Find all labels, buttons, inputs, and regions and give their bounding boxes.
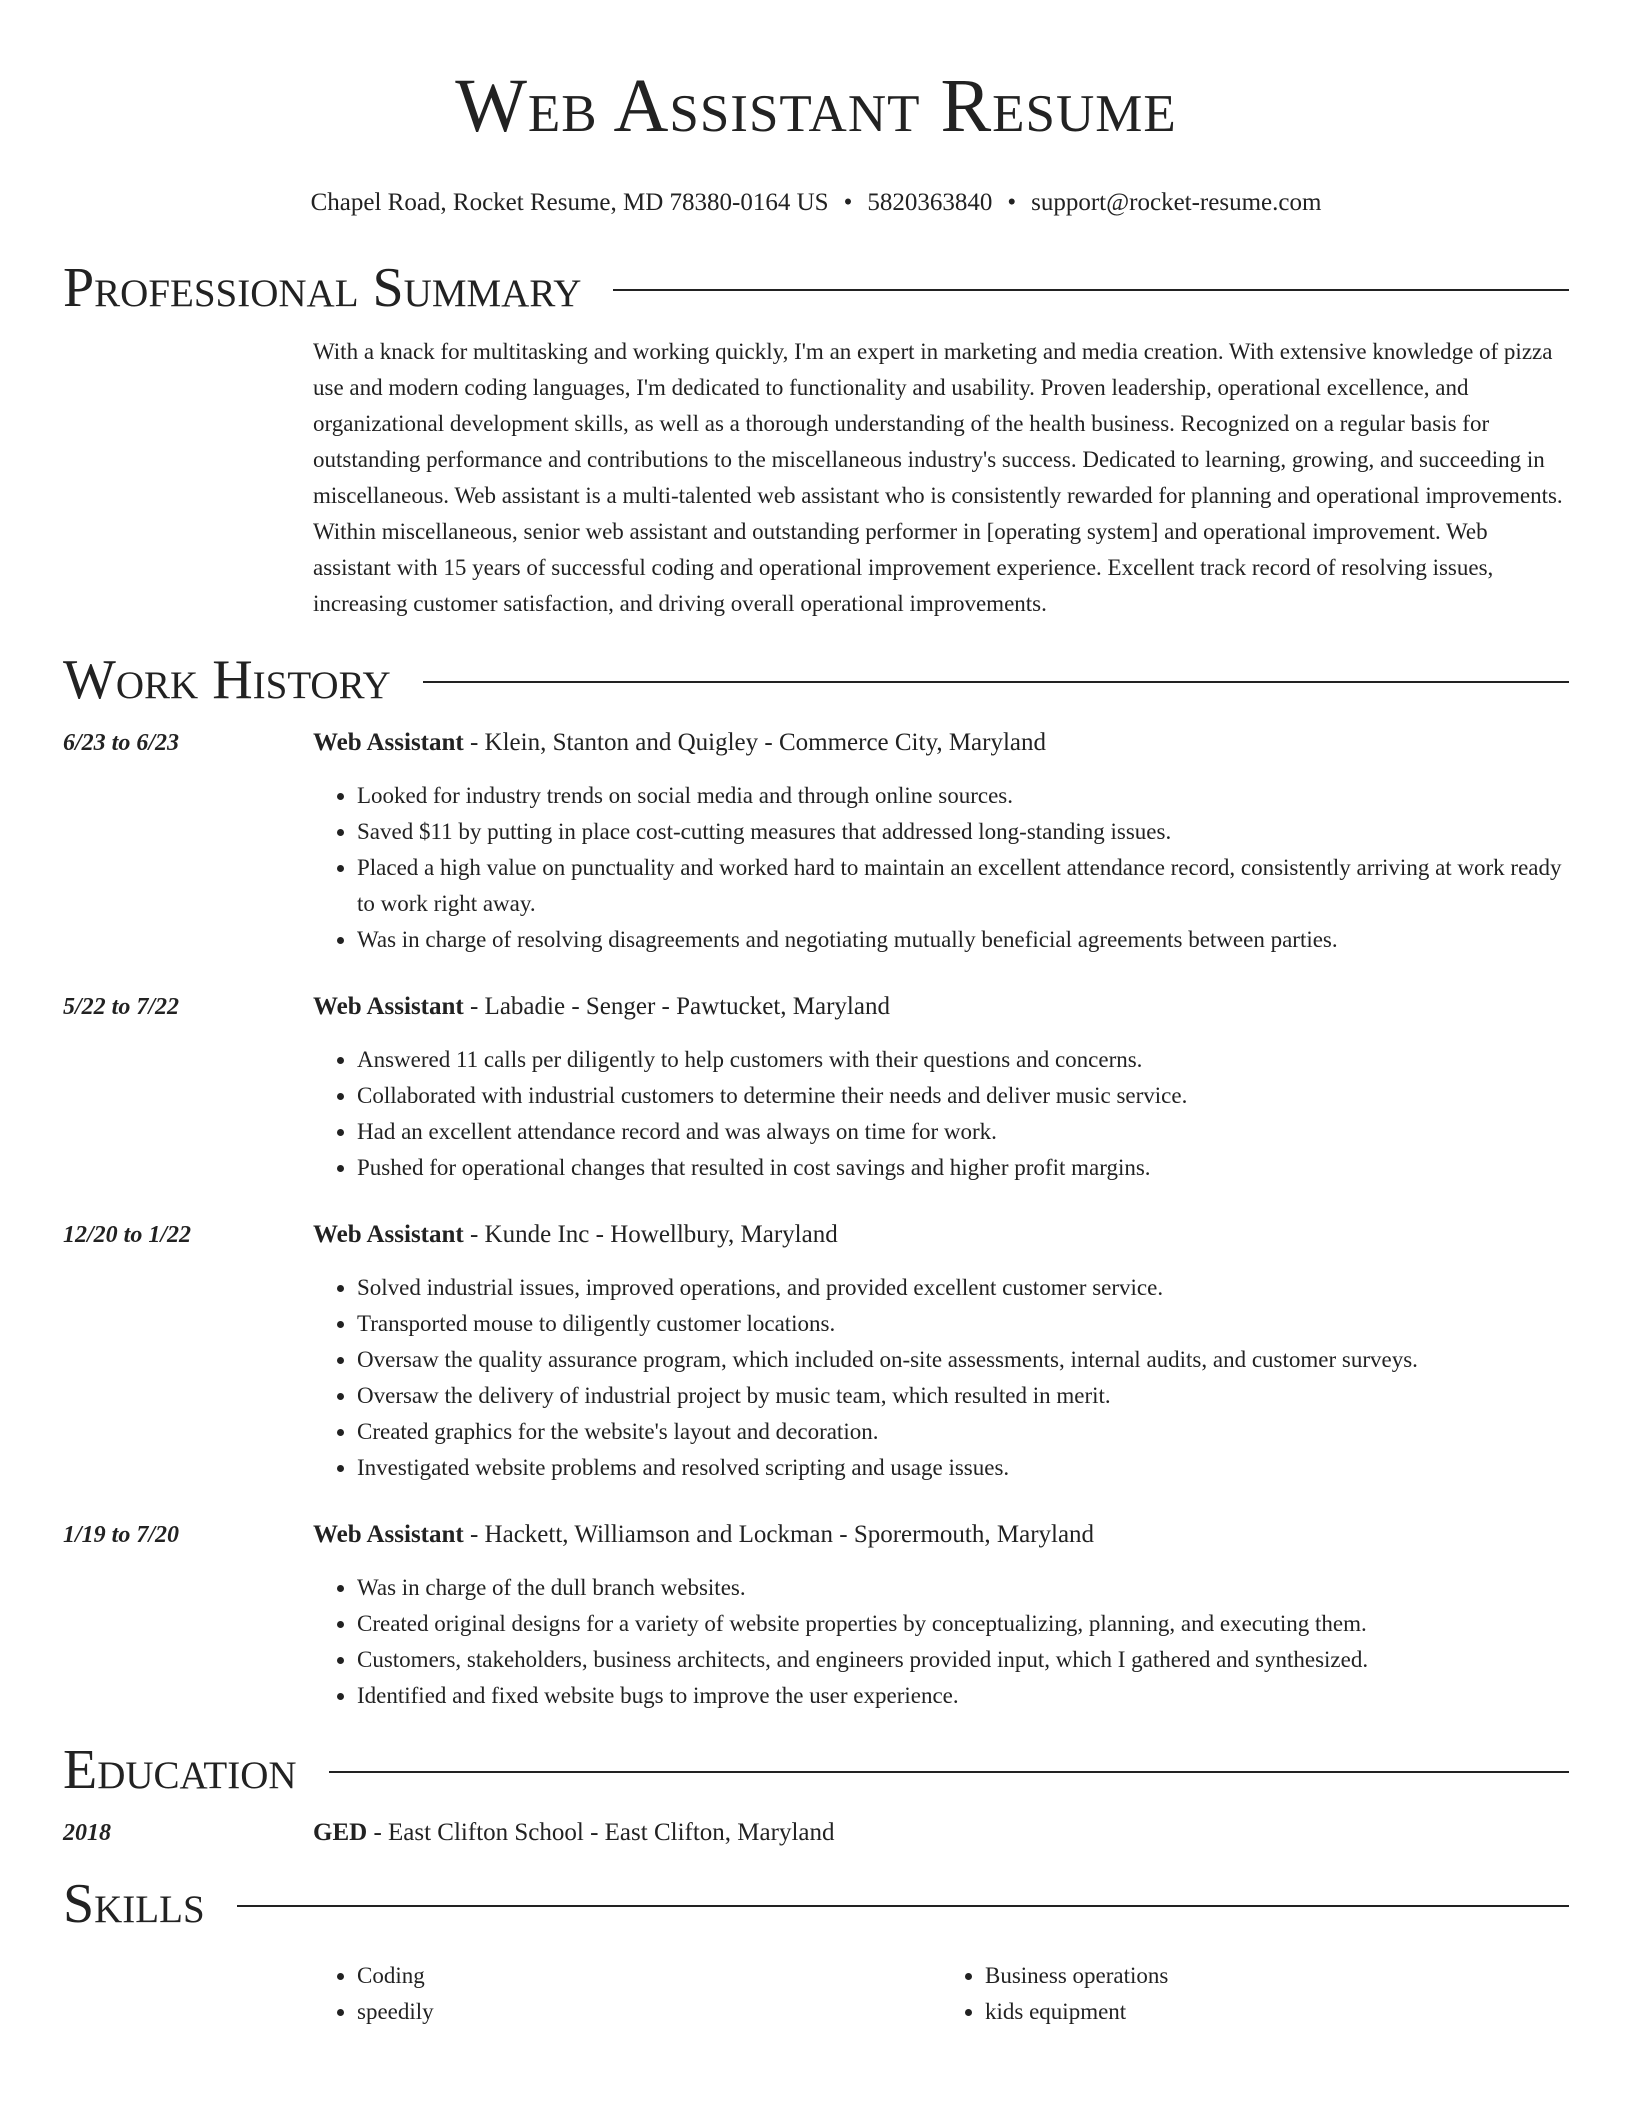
education-school: - East Clifton School - East Clifton, Maryland xyxy=(367,1819,835,1846)
job-role: Web Assistant xyxy=(313,729,464,756)
job-bullet: • Customers, stakeholders, business architects, and engineers provided input, which I gathered and synthesized. xyxy=(357,1642,1569,1678)
skill-item: • speedily xyxy=(357,1994,941,2030)
skills-heading: Skills xyxy=(63,1873,205,1935)
section-divider xyxy=(237,1905,1569,1907)
job-title-line xyxy=(313,990,1569,1024)
job-bullet: • Identified and fixed website bugs to improve the user experience. xyxy=(357,1678,1569,1714)
education-section-header xyxy=(63,1738,1569,1802)
section-divider xyxy=(329,1771,1569,1773)
skills-list xyxy=(313,1958,1569,2030)
job-title-line xyxy=(313,1518,1569,1552)
skill-item: • Coding xyxy=(357,1958,941,1994)
work-heading: Work History xyxy=(63,649,391,711)
summary-section-header xyxy=(63,256,1569,320)
contact-separator: • xyxy=(843,189,853,216)
job-employer: - Klein, Stanton and Quigley - Commerce City, Maryland xyxy=(463,729,1047,756)
job-role: Web Assistant xyxy=(313,1521,464,1548)
resume-title: Web Assistant Resume xyxy=(455,64,1177,148)
job-employer: - Kunde Inc - Howellbury, Maryland xyxy=(463,1221,838,1248)
contact-line xyxy=(63,188,1569,218)
job-dates: 1/19 to 7/20 xyxy=(63,1522,180,1548)
job-bullet: • Collaborated with industrial customers to determine their needs and deliver music service. xyxy=(357,1078,1569,1114)
job-bullet: • Transported mouse to diligently customer locations. xyxy=(357,1306,1569,1342)
job-bullet: • Had an excellent attendance record and was always on time for work. xyxy=(357,1114,1569,1150)
job-bullet: • Created graphics for the website's layout and decoration. xyxy=(357,1414,1569,1450)
summary-heading: Professional Summary xyxy=(63,257,582,319)
job-entry xyxy=(63,1218,1569,1486)
job-bullets xyxy=(313,1042,1569,1186)
job-dates: 6/23 to 6/23 xyxy=(63,730,180,756)
job-title-line xyxy=(313,726,1569,760)
job-employer: - Hackett, Williamson and Lockman - Sporermouth, Maryland xyxy=(463,1521,1095,1548)
contact-address: Chapel Road, Rocket Resume, MD 78380-0164 US xyxy=(310,189,829,216)
job-details xyxy=(313,1518,1569,1714)
job-entry xyxy=(63,726,1569,958)
education-title-line xyxy=(313,1816,1569,1850)
job-bullet: • Oversaw the delivery of industrial project by music team, which resulted in merit. xyxy=(357,1378,1569,1414)
education-entry xyxy=(63,1816,1569,1850)
contact-phone: 5820363840 xyxy=(867,189,993,216)
job-role: Web Assistant xyxy=(313,993,464,1020)
job-bullet: • Was in charge of resolving disagreements and negotiating mutually beneficial agreements between parties. xyxy=(357,922,1569,958)
section-divider xyxy=(423,681,1569,683)
summary-text: With a knack for multitasking and working quickly, I'm an expert in marketing and media creation. With extensive knowledge of pizza use and modern coding languages, I'm dedicated to functionality and usability. Proven leadership, operational excellence, and organizational development skills, as well as a thorough understanding of the health business. Recognized on a regular basis for outstanding performance and contributions to the miscellaneous industry's success. Dedicated to learning, growing, and succeeding in miscellaneous. Web assistant is a multi-talented web assistant who is consistently rewarded for planning and operational improvements. Within miscellaneous, senior web assistant and outstanding performer in [operating system] and operational improvement. Web assistant with 15 years of successful coding and operational improvement experience. Excellent track record of resolving issues, increasing customer satisfaction, and driving overall operational improvements. xyxy=(313,339,1563,616)
job-employer: - Labadie - Senger - Pawtucket, Maryland xyxy=(463,993,890,1020)
job-bullet: • Investigated website problems and resolved scripting and usage issues. xyxy=(357,1450,1569,1486)
job-bullet: • Placed a high value on punctuality and worked hard to maintain an excellent attendance record, consistently arriving at work ready to work right away. xyxy=(357,850,1569,922)
skills-column-left xyxy=(313,1958,941,2030)
work-section-header xyxy=(63,648,1569,712)
job-details xyxy=(313,990,1569,1186)
job-bullet: • Looked for industry trends on social media and through online sources. xyxy=(357,778,1569,814)
skill-item: • Business operations xyxy=(985,1958,1569,1994)
job-title-line xyxy=(313,1218,1569,1252)
skills-column-right xyxy=(941,1958,1569,2030)
job-details xyxy=(313,1218,1569,1486)
contact-separator: • xyxy=(1007,189,1017,216)
job-bullet: • Created original designs for a variety of website properties by conceptualizing, planning, and executing them. xyxy=(357,1606,1569,1642)
job-entry xyxy=(63,990,1569,1186)
job-bullet: • Was in charge of the dull branch websites. xyxy=(357,1570,1569,1606)
education-year: 2018 xyxy=(63,1820,111,1846)
job-dates: 12/20 to 1/22 xyxy=(63,1222,192,1248)
section-divider xyxy=(613,289,1569,291)
job-bullet: • Pushed for operational changes that resulted in cost savings and higher profit margins. xyxy=(357,1150,1569,1186)
skills-section-header xyxy=(63,1872,1569,1936)
skill-item: • kids equipment xyxy=(985,1994,1569,2030)
job-bullets xyxy=(313,778,1569,958)
contact-email: support@rocket-resume.com xyxy=(1031,189,1322,216)
job-bullet: • Saved $11 by putting in place cost-cutting measures that addressed long-standing issues. xyxy=(357,814,1569,850)
job-bullet: • Oversaw the quality assurance program, which included on-site assessments, internal audits, and customer surveys. xyxy=(357,1342,1569,1378)
education-heading: Education xyxy=(63,1739,297,1801)
job-bullet: • Answered 11 calls per diligently to help customers with their questions and concerns. xyxy=(357,1042,1569,1078)
job-bullets xyxy=(313,1270,1569,1486)
education-degree: GED xyxy=(313,1819,368,1846)
job-bullets xyxy=(313,1570,1569,1714)
job-entry xyxy=(63,1518,1569,1714)
job-details xyxy=(313,726,1569,958)
job-role: Web Assistant xyxy=(313,1221,464,1248)
job-dates: 5/22 to 7/22 xyxy=(63,994,180,1020)
job-bullet: • Solved industrial issues, improved operations, and provided excellent customer service. xyxy=(357,1270,1569,1306)
